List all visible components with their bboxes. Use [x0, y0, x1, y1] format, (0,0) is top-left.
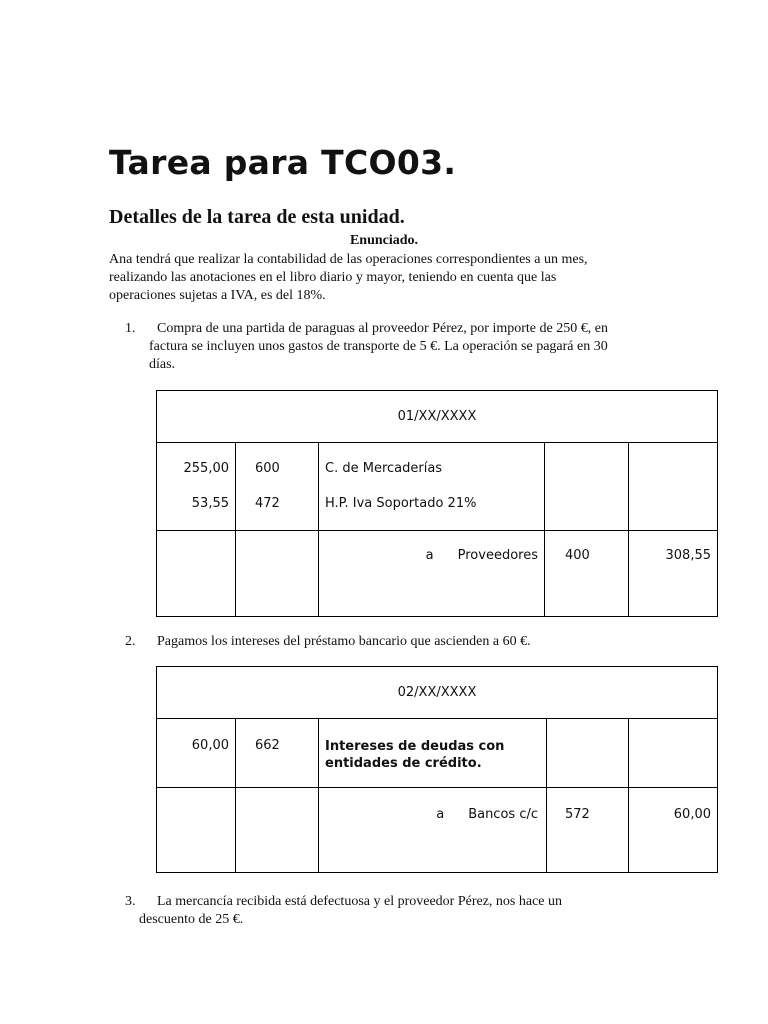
list-item-2 — [109, 633, 679, 651]
item-line: Compra de una partida de paraguas al proveedor Pérez, por importe de 250 €, en — [157, 321, 608, 336]
debit-accounts — [236, 443, 319, 531]
intro-line: Ana tendrá que realizar la contabilidad de las operaciones correspondientes a un mes, — [109, 252, 588, 267]
debit-amount: 255,00 — [183, 461, 229, 476]
debit-account: 662 — [236, 719, 319, 788]
intro-line: operaciones sujetas a IVA, es del 18%. — [109, 288, 326, 303]
credit-amount: 60,00 — [629, 788, 718, 873]
journal-entry-1 — [156, 390, 718, 617]
document-subtitle: Detalles de la tarea de esta unidad. — [109, 206, 405, 228]
debit-description-line: entidades de crédito. — [325, 756, 482, 771]
journal-entry-2 — [156, 666, 718, 873]
debit-amount: 53,55 — [191, 496, 229, 511]
list-item-3 — [109, 893, 679, 929]
list-item-1 — [109, 320, 679, 374]
credit-description-cell — [319, 531, 545, 617]
item-line: factura se incluyen unos gastos de transporte de 5 €. La operación se pagará en 30 — [149, 339, 608, 354]
debit-description: H.P. Iva Soportado 21% — [325, 496, 477, 511]
credit-prefix: a — [436, 807, 445, 822]
intro-line: realizando las anotaciones en el libro diario y mayor, teniendo en cuenta que las — [109, 270, 557, 285]
item-line: La mercancía recibida está defectuosa y el proveedor Pérez, nos hace un — [157, 894, 563, 909]
credit-description-cell — [319, 788, 547, 873]
item-line: días. — [149, 357, 176, 372]
item-line: descuento de 25 €. — [139, 912, 244, 927]
item-number: 1. — [125, 321, 136, 336]
intro-paragraph — [109, 251, 669, 305]
entry-date: 01/XX/XXXX — [157, 391, 718, 443]
empty-cell — [547, 719, 629, 788]
credit-amount: 308,55 — [629, 531, 718, 617]
debit-account: 600 — [255, 461, 280, 476]
debit-description-line: Intereses de deudas con — [325, 739, 505, 754]
credit-account: 572 — [547, 788, 629, 873]
empty-cell — [545, 443, 629, 531]
credit-description: Proveedores — [457, 548, 538, 563]
debit-amounts — [157, 443, 236, 531]
item-number: 2. — [125, 634, 136, 649]
debit-amount: 60,00 — [157, 719, 236, 788]
entry-date: 02/XX/XXXX — [157, 667, 718, 719]
item-line: Pagamos los intereses del préstamo bancario que ascienden a 60 €. — [157, 634, 531, 649]
credit-prefix: a — [425, 548, 434, 563]
empty-cell — [629, 719, 718, 788]
credit-description: Bancos c/c — [468, 807, 538, 822]
empty-cell — [236, 788, 319, 873]
empty-cell — [236, 531, 319, 617]
credit-account: 400 — [545, 531, 629, 617]
debit-description — [319, 719, 547, 788]
empty-cell — [157, 788, 236, 873]
debit-account: 472 — [255, 496, 280, 511]
document-title: Tarea para TCO03. — [109, 143, 457, 182]
debit-description: C. de Mercaderías — [325, 461, 443, 476]
item-number: 3. — [125, 894, 136, 909]
empty-cell — [629, 443, 718, 531]
section-heading: Enunciado. — [349, 233, 419, 248]
debit-descriptions — [319, 443, 545, 531]
empty-cell — [157, 531, 236, 617]
